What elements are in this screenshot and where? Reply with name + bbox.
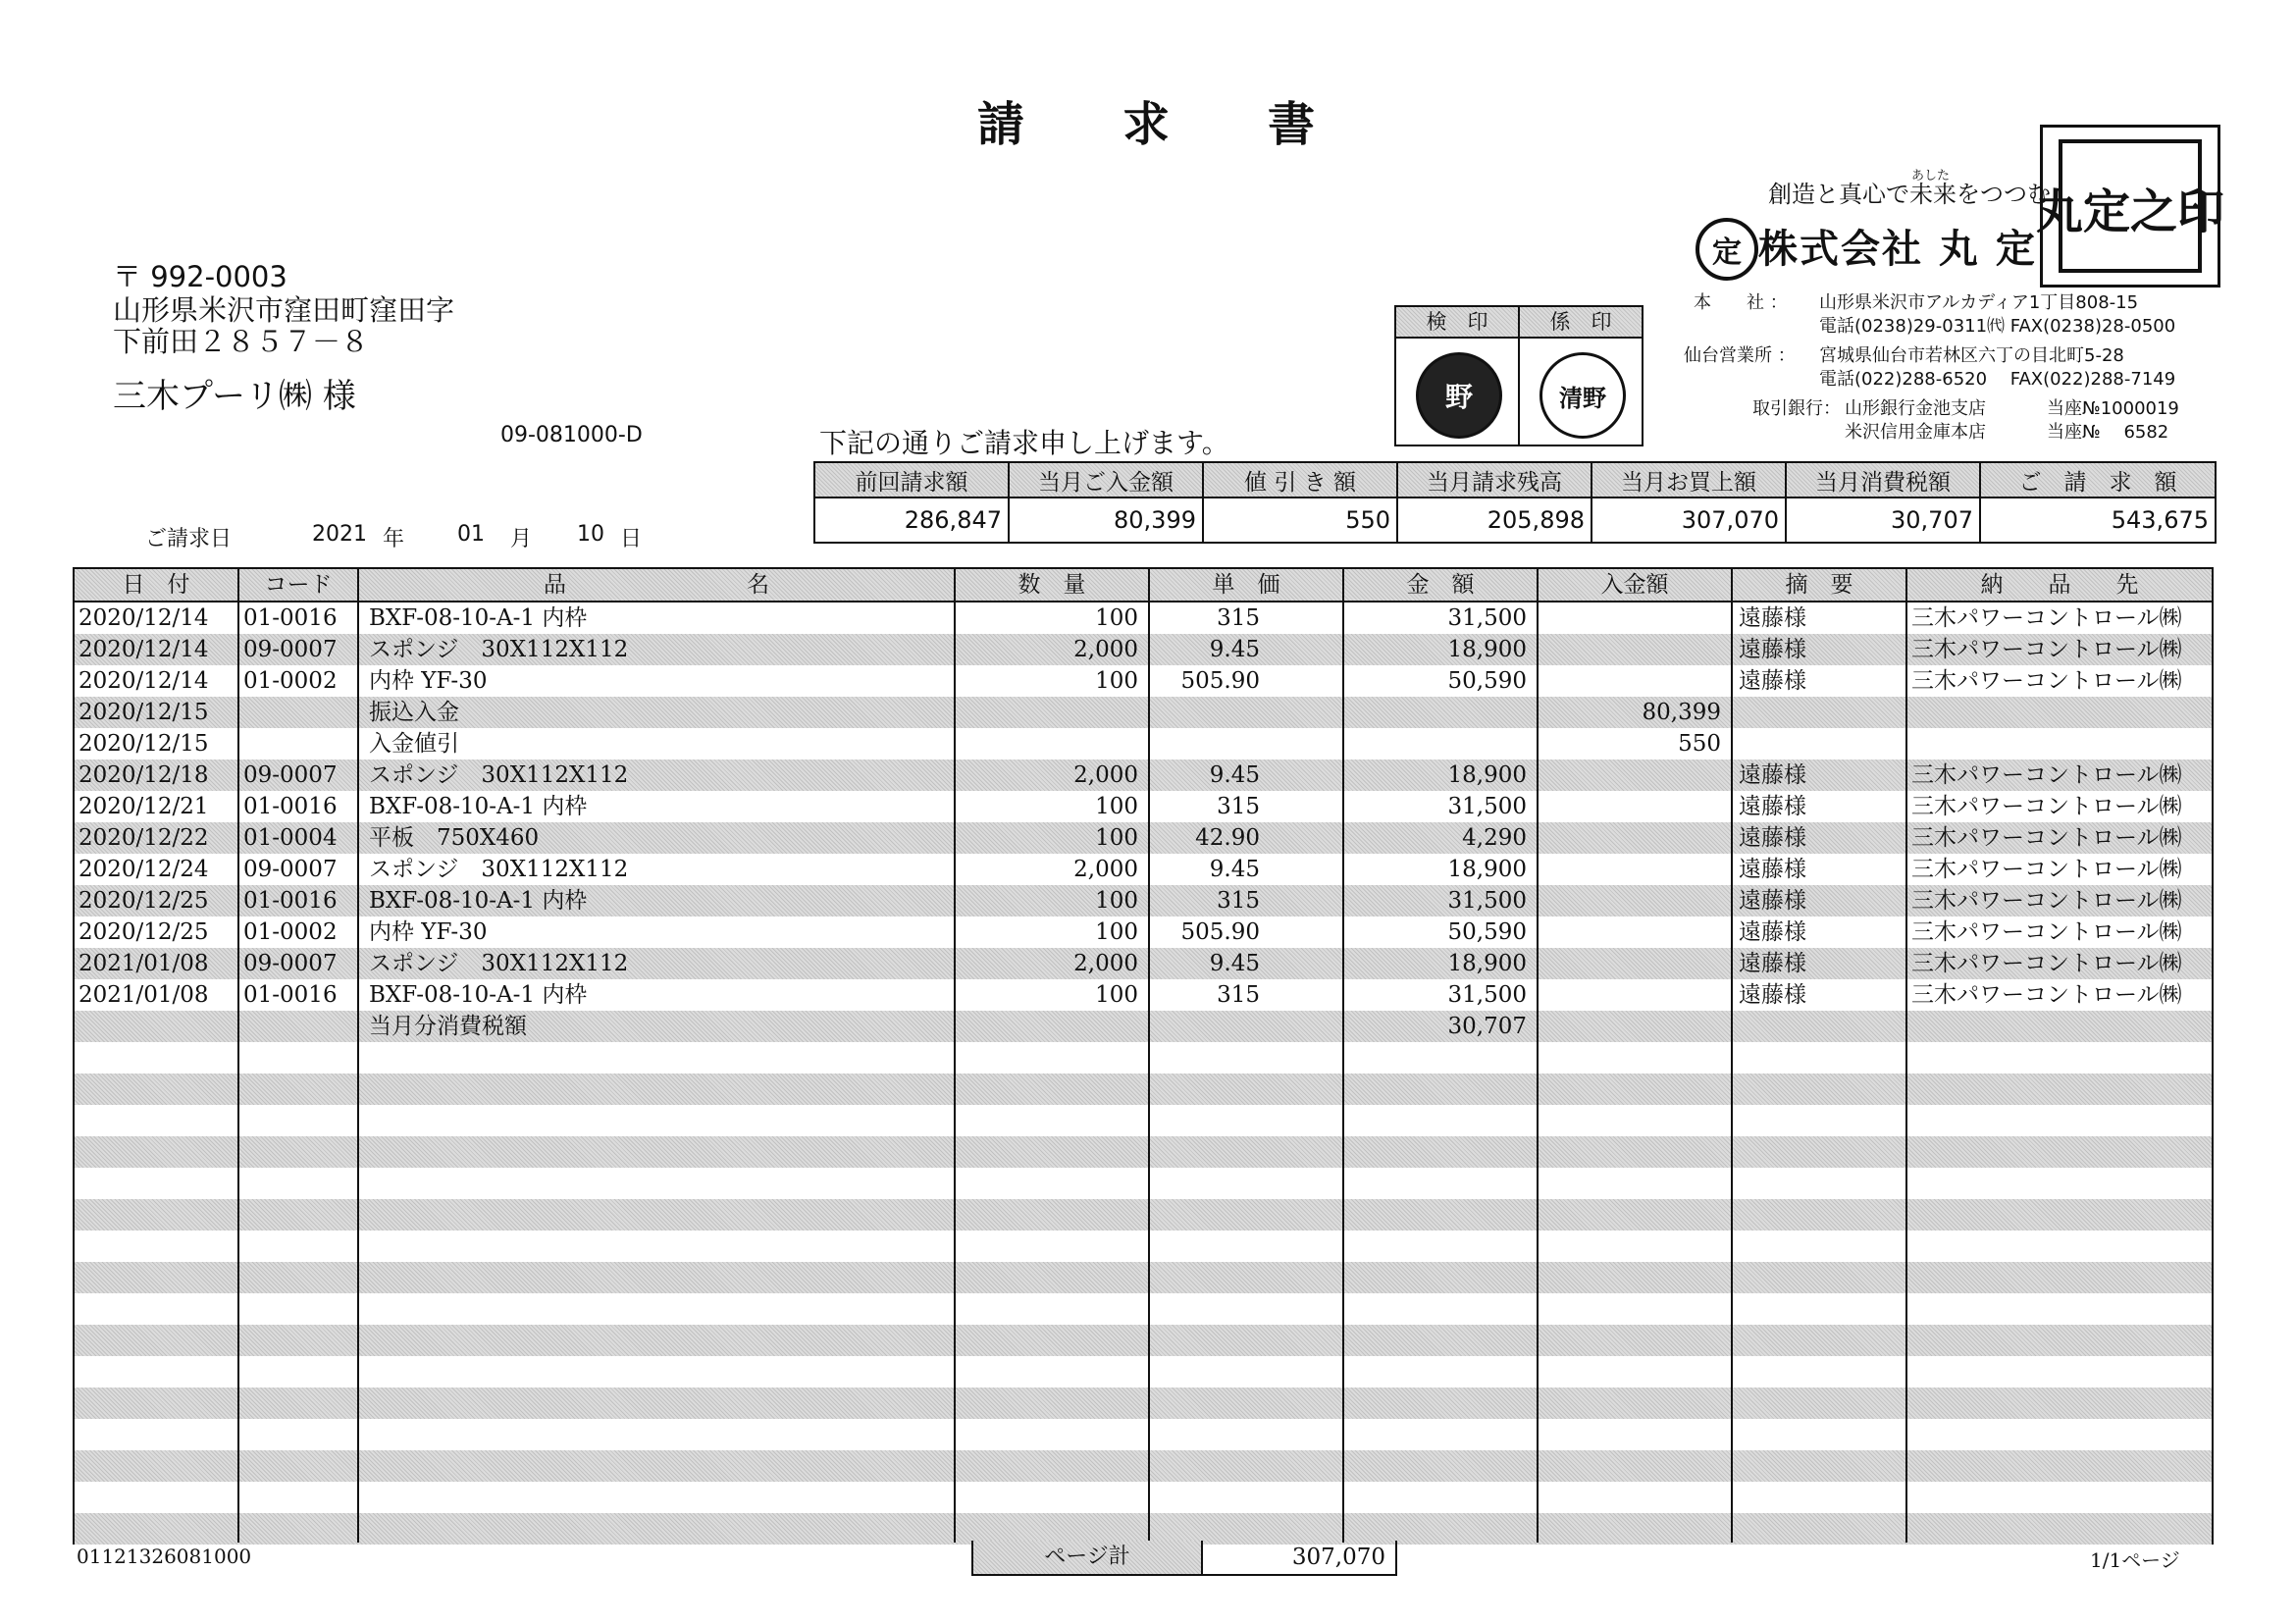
header-destination: 納 品 先 <box>1980 572 2139 598</box>
cell-date: 2021/01/08 <box>78 951 209 976</box>
cell-code: 09-0007 <box>243 951 338 976</box>
cell-date: 2021/01/08 <box>78 982 209 1008</box>
cell-payment <box>1539 665 1721 697</box>
cell-item: スポンジ 30X112X112 <box>369 857 629 882</box>
recipient-address-2: 下前田２８５７－８ <box>113 325 370 358</box>
cell-code: 09-0007 <box>243 857 338 882</box>
cell-amount: 18,900 <box>1447 951 1527 976</box>
cell-amount: 31,500 <box>1447 605 1527 631</box>
cell-note: 遠藤様 <box>1739 857 1806 882</box>
header-date: 日 付 <box>122 572 190 598</box>
cell-destination: 三木パワーコントロール㈱ <box>1911 888 2182 914</box>
page-indicator: 1/1ページ <box>2090 1548 2180 1572</box>
column-divider <box>1148 569 1150 1543</box>
cell-qty <box>956 697 1138 728</box>
cell-date: 2020/12/18 <box>78 762 209 788</box>
cell-price: 505.90 <box>1180 668 1260 694</box>
table-row <box>75 854 2212 885</box>
cell-qty: 100 <box>1095 825 1138 851</box>
cell-price: 9.45 <box>1209 762 1260 788</box>
cell-qty: 2,000 <box>1073 857 1138 882</box>
cell-date: 2020/12/21 <box>78 794 209 819</box>
cell-price: 42.90 <box>1195 825 1260 851</box>
cell-note: 遠藤様 <box>1739 668 1806 694</box>
company-seal-text: 丸定之印 <box>2035 184 2225 239</box>
cell-code: 09-0007 <box>243 637 338 662</box>
cell-destination <box>1911 728 2206 760</box>
cell-qty <box>956 728 1138 760</box>
summary-header-row <box>814 462 2216 498</box>
empty-row <box>75 1293 2212 1325</box>
branch-phone: 電話(022)288-6520 FAX(022)288-7149 <box>1819 369 2176 390</box>
table-row <box>75 634 2212 665</box>
header-payment: 入金額 <box>1600 572 1669 598</box>
column-divider <box>1537 569 1539 1543</box>
cell-destination: 三木パワーコントロール㈱ <box>1911 857 2182 882</box>
cell-payment <box>1539 791 1721 822</box>
detail-header-row <box>75 569 2212 602</box>
cell-price: 9.45 <box>1209 951 1260 976</box>
cell-price <box>1150 728 1260 760</box>
cell-qty: 100 <box>1095 794 1138 819</box>
table-row <box>75 948 2212 979</box>
payment-received: 80,399 <box>1009 498 1203 543</box>
cell-amount: 50,590 <box>1447 668 1527 694</box>
cell-price <box>1150 697 1260 728</box>
cell-date: 2020/12/25 <box>78 919 209 945</box>
clerk-stamp-label: 係 印 <box>1549 310 1612 334</box>
header-item: 品 名 <box>544 572 769 598</box>
table-row <box>75 1011 2212 1042</box>
cell-item: スポンジ 30X112X112 <box>369 762 629 788</box>
cell-destination <box>1911 1011 2206 1042</box>
approval-stamp-box <box>1394 305 1644 446</box>
cell-destination: 三木パワーコントロール㈱ <box>1911 919 2182 945</box>
cell-amount <box>1344 697 1527 728</box>
summary-header: 値 引 き 額 <box>1203 462 1397 498</box>
stamp-divider <box>1518 307 1520 445</box>
cell-payment <box>1539 1011 1721 1042</box>
cell-price: 505.90 <box>1180 919 1260 945</box>
cell-payment <box>1539 634 1721 665</box>
summary-header: 当月ご入金額 <box>1009 462 1203 498</box>
empty-row <box>75 1388 2212 1419</box>
empty-row <box>75 1419 2212 1450</box>
cell-item: 振込入金 <box>369 700 459 725</box>
page-title <box>0 86 2296 154</box>
table-row <box>75 760 2212 791</box>
header-qty: 数 量 <box>1018 572 1086 598</box>
cell-item: BXF-08-10-A-1 内枠 <box>369 982 588 1008</box>
cell-amount: 4,290 <box>1462 825 1527 851</box>
cell-destination: 三木パワーコントロール㈱ <box>1911 951 2182 976</box>
cell-payment <box>1539 948 1721 979</box>
cell-note: 遠藤様 <box>1739 605 1806 631</box>
cell-price: 315 <box>1217 982 1260 1008</box>
cell-qty: 100 <box>1095 668 1138 694</box>
previous-balance: 286,847 <box>814 498 1009 543</box>
empty-row <box>75 1136 2212 1168</box>
table-row <box>75 822 2212 854</box>
cell-amount: 30,707 <box>1447 1014 1527 1039</box>
cell-code <box>243 728 353 760</box>
header-amount: 金 額 <box>1406 572 1475 598</box>
column-divider <box>1731 569 1733 1543</box>
bank-label: 取引銀行： <box>1752 398 1841 419</box>
page-total-box <box>971 1541 1397 1576</box>
cell-price: 9.45 <box>1209 857 1260 882</box>
cell-date: 2020/12/14 <box>78 605 209 631</box>
hq-phone: 電話(0238)29-0311㈹ FAX(0238)28-0500 <box>1819 316 2176 337</box>
cell-date: 2020/12/15 <box>78 700 209 725</box>
header-note: 摘 要 <box>1785 572 1853 598</box>
table-row <box>75 602 2212 634</box>
cell-date: 2020/12/14 <box>78 668 209 694</box>
cell-item: 平板 750X460 <box>369 825 540 851</box>
summary-header-total: ご 請 求 額 <box>1980 462 2216 498</box>
cell-payment <box>1539 760 1721 791</box>
cell-code: 01-0016 <box>243 982 338 1008</box>
cell-payment <box>1539 917 1721 948</box>
column-divider <box>237 569 239 1543</box>
cell-note: 遠藤様 <box>1739 982 1806 1008</box>
cell-destination <box>1911 697 2206 728</box>
column-divider <box>357 569 359 1543</box>
cell-item: スポンジ 30X112X112 <box>369 637 629 662</box>
hq-label: 本 社 ： <box>1694 292 1788 313</box>
empty-row <box>75 1231 2212 1262</box>
cell-note: 遠藤様 <box>1739 919 1806 945</box>
cell-code: 01-0016 <box>243 794 338 819</box>
cell-destination: 三木パワーコントロール㈱ <box>1911 794 2182 819</box>
hq-address: 山形県米沢市アルカディア1丁目808-15 <box>1819 292 2139 313</box>
cell-item: 内枠 YF-30 <box>369 668 488 694</box>
cell-code: 01-0002 <box>243 919 338 945</box>
cell-date: 2020/12/22 <box>78 825 209 851</box>
title-char: 書 <box>1268 97 1320 152</box>
cell-amount <box>1344 728 1527 760</box>
table-row <box>75 697 2212 728</box>
empty-row <box>75 1042 2212 1074</box>
company-seal-graphic <box>2035 137 2225 275</box>
cell-qty: 100 <box>1095 605 1138 631</box>
cell-code: 01-0004 <box>243 825 338 851</box>
cell-date: 2020/12/15 <box>78 731 209 757</box>
billing-day-unit: 日 <box>620 527 643 551</box>
cell-payment <box>1539 854 1721 885</box>
company-name: 株式会社 丸 定 <box>1758 227 2037 272</box>
empty-row <box>75 1356 2212 1388</box>
document-serial: 01121326081000 <box>77 1545 252 1568</box>
page-total-label: ページ計 <box>973 1541 1203 1574</box>
cell-item: 当月分消費税額 <box>369 1014 527 1039</box>
cell-date: 2020/12/24 <box>78 857 209 882</box>
cell-item: BXF-08-10-A-1 内枠 <box>369 888 588 914</box>
billing-day: 10 <box>577 522 604 547</box>
bank-1: 山形銀行金池支店 <box>1845 398 1986 419</box>
cell-destination: 三木パワーコントロール㈱ <box>1911 982 2182 1008</box>
company-seal-icon <box>2035 125 2225 288</box>
table-row <box>75 979 2212 1011</box>
cell-date <box>78 1011 235 1042</box>
cell-payment: 550 <box>1678 731 1721 757</box>
cell-destination: 三木パワーコントロール㈱ <box>1911 605 2182 631</box>
cell-payment <box>1539 822 1721 854</box>
cell-item: BXF-08-10-A-1 内枠 <box>369 794 588 819</box>
table-row <box>75 728 2212 760</box>
column-divider <box>954 569 956 1543</box>
cell-code: 01-0002 <box>243 668 338 694</box>
cell-qty <box>956 1011 1138 1042</box>
table-row <box>75 791 2212 822</box>
cell-code: 01-0016 <box>243 605 338 631</box>
postal-code: 〒 992-0003 <box>113 260 287 293</box>
bank-2: 米沢信用金庫本店 <box>1845 422 1986 443</box>
billing-date-label: ご請求日 <box>145 527 233 551</box>
billing-message: 下記の通りご請求申し上げます。 <box>819 427 1229 459</box>
cell-price: 315 <box>1217 888 1260 914</box>
cell-note <box>1739 728 1904 760</box>
cell-date: 2020/12/25 <box>78 888 209 914</box>
title-char: 求 <box>1122 97 1174 152</box>
cell-note: 遠藤様 <box>1739 637 1806 662</box>
cell-qty: 100 <box>1095 919 1138 945</box>
cell-note: 遠藤様 <box>1739 825 1806 851</box>
empty-row <box>75 1105 2212 1136</box>
summary-header: 前回請求額 <box>814 462 1009 498</box>
cell-amount: 31,500 <box>1447 794 1527 819</box>
cell-note: 遠藤様 <box>1739 888 1806 914</box>
branch-label: 仙台営業所 ： <box>1684 345 1796 366</box>
cell-payment <box>1539 602 1721 634</box>
monthly-purchases: 307,070 <box>1592 498 1786 543</box>
total-billed: 543,675 <box>1980 498 2216 543</box>
empty-row <box>75 1074 2212 1105</box>
cell-note <box>1739 1011 1904 1042</box>
cell-qty: 100 <box>1095 888 1138 914</box>
header-price: 単 価 <box>1212 572 1280 598</box>
cell-payment: 80,399 <box>1642 700 1721 725</box>
document-number: 09-081000-D <box>500 423 643 447</box>
page-total-value: 307,070 <box>1291 1545 1385 1570</box>
recipient-address-1: 山形県米沢市窪田町窪田字 <box>113 293 455 327</box>
cell-code <box>243 1011 353 1042</box>
recipient-name: 三木プーリ㈱ 様 <box>113 377 356 416</box>
cell-amount: 50,590 <box>1447 919 1527 945</box>
cell-note: 遠藤様 <box>1739 762 1806 788</box>
table-row <box>75 917 2212 948</box>
detail-table <box>73 567 2214 1545</box>
cell-destination: 三木パワーコントロール㈱ <box>1911 637 2182 662</box>
clerk-seal-icon: 清野 <box>1539 352 1626 439</box>
cell-note: 遠藤様 <box>1739 794 1806 819</box>
cell-qty: 2,000 <box>1073 762 1138 788</box>
company-mark-icon: 定 <box>1696 218 1758 281</box>
branch-address: 宮城県仙台市若林区六丁の目北町5-28 <box>1819 345 2124 366</box>
title-char: 請 <box>976 97 1028 152</box>
summary-header: 当月お買上額 <box>1592 462 1786 498</box>
billing-month-unit: 月 <box>510 527 533 551</box>
table-row <box>75 885 2212 917</box>
summary-header: 当月消費税額 <box>1786 462 1980 498</box>
cell-qty: 100 <box>1095 982 1138 1008</box>
cell-item: 内枠 YF-30 <box>369 919 488 945</box>
cell-code <box>243 697 353 728</box>
cell-price <box>1150 1011 1260 1042</box>
cell-code: 01-0016 <box>243 888 338 914</box>
summary-header: 当月請求残高 <box>1397 462 1592 498</box>
inspect-stamp-label: 検 印 <box>1426 310 1488 334</box>
cell-item: BXF-08-10-A-1 内枠 <box>369 605 588 631</box>
billing-year: 2021 <box>312 522 367 547</box>
cell-note <box>1739 697 1904 728</box>
inspect-seal-icon: 野 <box>1416 352 1502 439</box>
cell-qty: 2,000 <box>1073 951 1138 976</box>
company-slogan: 創造と真心で未来をつつむ <box>1768 181 2051 208</box>
billing-month: 01 <box>457 522 485 547</box>
carried-balance: 205,898 <box>1397 498 1592 543</box>
cell-destination: 三木パワーコントロール㈱ <box>1911 825 2182 851</box>
monthly-tax: 30,707 <box>1786 498 1980 543</box>
bank-2-account: 当座№ 6582 <box>2047 422 2169 443</box>
cell-destination: 三木パワーコントロール㈱ <box>1911 668 2182 694</box>
cell-item: スポンジ 30X112X112 <box>369 951 629 976</box>
cell-destination: 三木パワーコントロール㈱ <box>1911 762 2182 788</box>
header-code: コード <box>264 572 333 598</box>
cell-amount: 18,900 <box>1447 762 1527 788</box>
slogan-ruby: あした <box>1911 169 1951 183</box>
cell-amount: 18,900 <box>1447 857 1527 882</box>
cell-price: 315 <box>1217 605 1260 631</box>
bank-1-account: 当座№1000019 <box>2047 398 2179 419</box>
empty-row <box>75 1482 2212 1513</box>
cell-qty: 2,000 <box>1073 637 1138 662</box>
summary-table <box>813 461 2217 544</box>
discount-amount: 550 <box>1203 498 1397 543</box>
cell-amount: 18,900 <box>1447 637 1527 662</box>
cell-date: 2020/12/14 <box>78 637 209 662</box>
empty-row <box>75 1262 2212 1293</box>
cell-code: 09-0007 <box>243 762 338 788</box>
cell-payment <box>1539 885 1721 917</box>
summary-value-row <box>814 498 2216 543</box>
cell-price: 9.45 <box>1209 637 1260 662</box>
cell-price: 315 <box>1217 794 1260 819</box>
column-divider <box>1905 569 1907 1543</box>
cell-amount: 31,500 <box>1447 982 1527 1008</box>
cell-amount: 31,500 <box>1447 888 1527 914</box>
cell-payment <box>1539 979 1721 1011</box>
billing-year-unit: 年 <box>383 527 405 551</box>
empty-row <box>75 1325 2212 1356</box>
table-row <box>75 665 2212 697</box>
cell-item: 入金値引 <box>369 731 459 757</box>
empty-row <box>75 1168 2212 1199</box>
empty-row <box>75 1199 2212 1231</box>
column-divider <box>1342 569 1344 1543</box>
cell-note: 遠藤様 <box>1739 951 1806 976</box>
empty-row <box>75 1450 2212 1482</box>
